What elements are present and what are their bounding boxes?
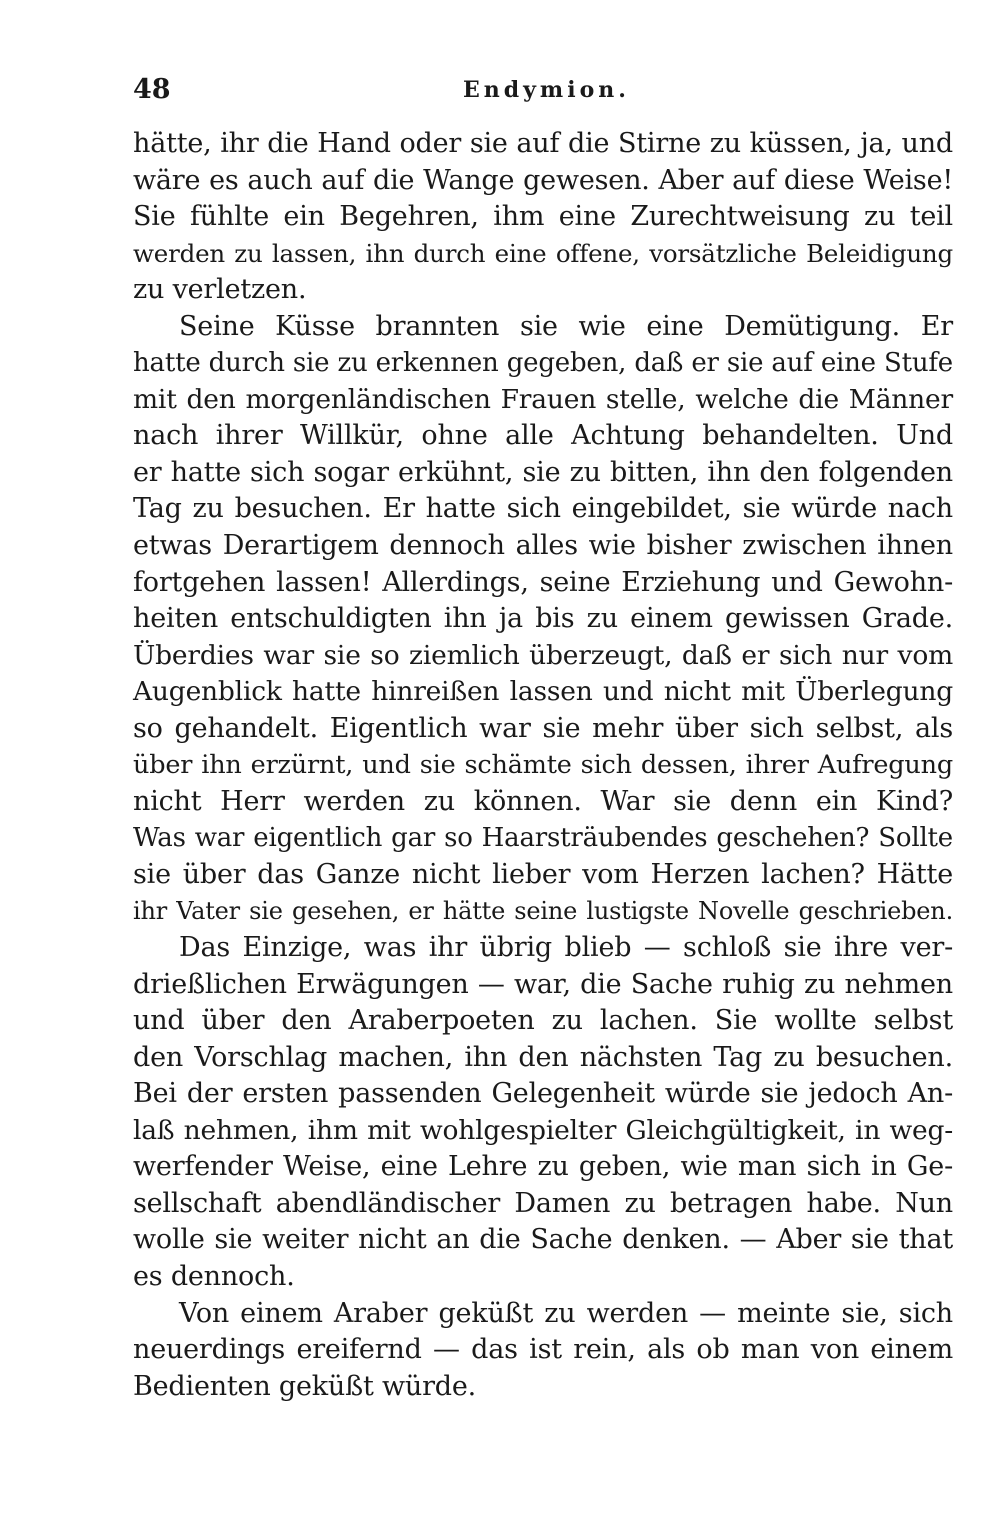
- text-line: fortgehen lassen! Allerdings, seine Erziehung und Gewohn-: [133, 566, 953, 598]
- text-line: Tag zu besuchen. Er hatte sich eingebildet, sie würde nach: [133, 493, 953, 525]
- text-line: zu verletzen.: [133, 274, 307, 306]
- page-header: [133, 70, 953, 110]
- text-line: sie über das Ganze nicht lieber vom Herzen lachen? Hätte: [133, 858, 953, 890]
- text-line: Bedienten geküßt würde.: [133, 1370, 477, 1402]
- body-text: [133, 126, 953, 1405]
- text-line: sellschaft abendländischer Damen zu betragen habe. Nun: [133, 1187, 953, 1219]
- text-line: drießlichen Erwägungen — war, die Sache ruhig zu nehmen: [133, 968, 953, 1000]
- text-line: werden zu lassen, ihn durch eine offene, vorsätzliche Beleidigung: [133, 238, 953, 268]
- text-line: es dennoch.: [133, 1260, 295, 1292]
- text-line: wäre es auch auf die Wange gewesen. Aber auf diese Weise!: [133, 164, 953, 196]
- text-line: werfender Weise, eine Lehre zu geben, wie man sich in Ge-: [133, 1151, 953, 1183]
- text-line: den Vorschlag machen, ihn den nächsten Tag zu besuchen.: [133, 1041, 953, 1073]
- text-line: Sie fühlte ein Begehren, ihm eine Zurechtweisung zu teil: [133, 201, 953, 233]
- text-line: Seine Küsse brannten sie wie eine Demütigung. Er: [179, 310, 953, 342]
- text-line: und über den Araberpoeten zu lachen. Sie wollte selbst: [133, 1005, 953, 1037]
- text-line: nicht Herr werden zu können. War sie denn ein Kind?: [133, 785, 953, 817]
- text-line: Das Einzige, was ihr übrig blieb — schloß sie ihre ver-: [179, 932, 953, 964]
- text-line: etwas Derartigem dennoch alles wie bisher zwischen ihnen: [133, 530, 953, 562]
- text-line: hatte durch sie zu erkennen gegeben, daß er sie auf eine Stufe: [133, 348, 953, 379]
- text-line: so gehandelt. Eigentlich war sie mehr über sich selbst, als: [133, 712, 953, 744]
- text-line: Bei der ersten passenden Gelegenheit würde sie jedoch An-: [133, 1078, 953, 1110]
- text-line: heiten entschuldigten ihn ja bis zu einem gewissen Grade.: [133, 603, 953, 635]
- text-line: Augenblick hatte hinreißen lassen und nicht mit Überlegung: [133, 676, 953, 708]
- text-line: nach ihrer Willkür, ohne alle Achtung behandelten. Und: [133, 420, 953, 452]
- text-line: Was war eigentlich gar so Haarsträubendes geschehen? Sollte: [133, 823, 953, 854]
- page-number: 48: [133, 74, 171, 105]
- text-line: über ihn erzürnt, und sie schämte sich dessen, ihrer Aufregung: [133, 750, 953, 781]
- text-line: Überdies war sie so ziemlich überzeugt, daß er sich nur vom: [133, 639, 953, 671]
- text-line: laß nehmen, ihm mit wohlgespielter Gleichgültigkeit, in weg-: [133, 1114, 953, 1146]
- text-line: Von einem Araber geküßt zu werden — meinte sie, sich: [179, 1297, 953, 1329]
- text-line: er hatte sich sogar erkühnt, sie zu bitten, ihn den folgenden: [133, 456, 953, 488]
- text-line: hätte, ihr die Hand oder sie auf die Stirne zu küssen, ja, und: [133, 128, 953, 159]
- text-line: wolle sie weiter nicht an die Sache denken. — Aber sie that: [133, 1224, 953, 1256]
- running-title: Endymion.: [463, 77, 630, 103]
- text-line: mit den morgenländischen Frauen stelle, welche die Männer: [133, 383, 953, 415]
- text-line: neuerdings ereifernd — das ist rein, als ob man von einem: [133, 1334, 953, 1366]
- text-line: ihr Vater sie gesehen, er hätte seine lustigste Novelle geschrieben.: [133, 897, 953, 926]
